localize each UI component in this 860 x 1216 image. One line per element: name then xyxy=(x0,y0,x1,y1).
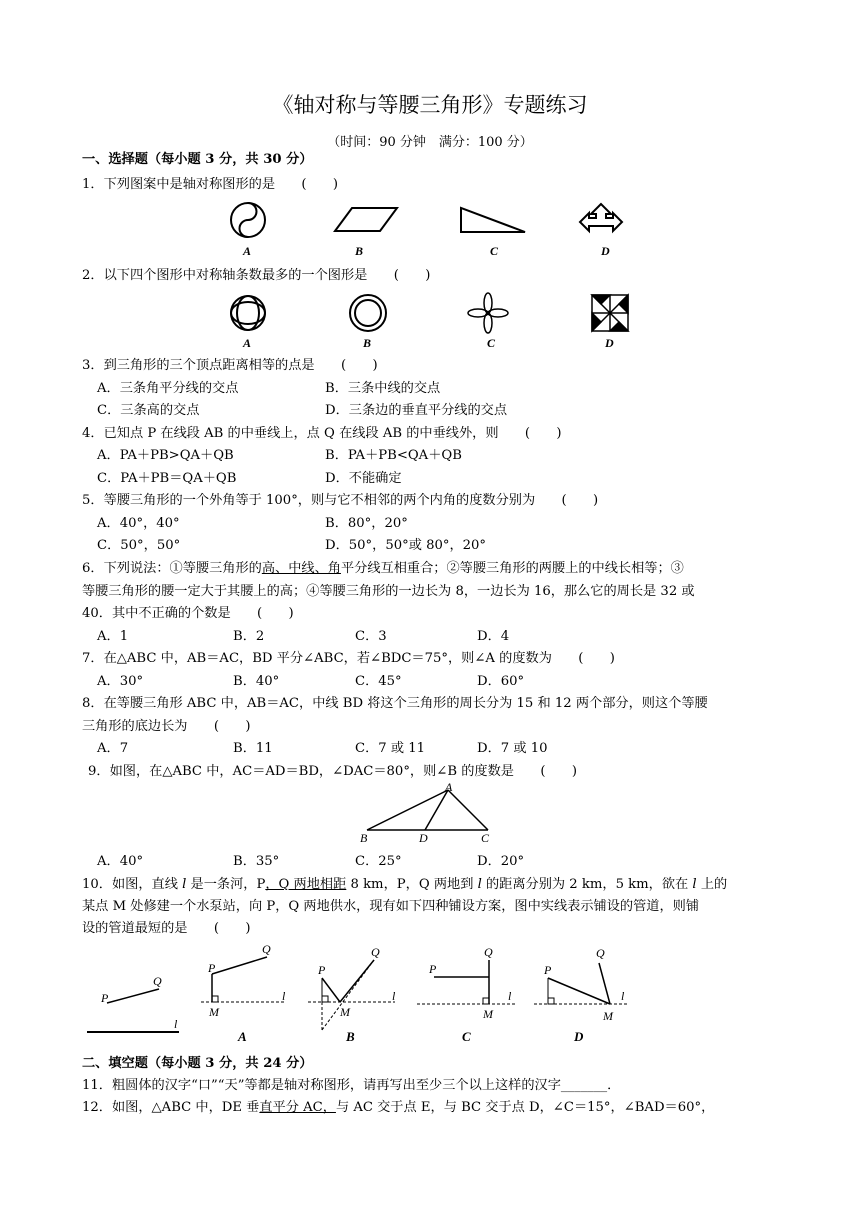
q10-label-d: D xyxy=(574,1029,584,1044)
q1-stem: 1．下列图案中是轴对称图形的是 ( ) xyxy=(82,177,339,192)
q7-option-d: D．60° xyxy=(477,674,525,689)
q6-option-c: C．3 xyxy=(355,629,387,644)
q10-b-p: P xyxy=(318,963,326,977)
page-title: 《轴对称与等腰三角形》专题练习 xyxy=(272,93,588,117)
q1-figure-a-yin-yang xyxy=(231,203,265,237)
q2-label-b: B xyxy=(363,336,372,350)
q3-option-c: C．三条高的交点 xyxy=(97,403,200,418)
q1-label-b: B xyxy=(355,244,364,258)
q7-option-b: B．40° xyxy=(233,674,280,689)
q1-label-d: D xyxy=(601,244,610,258)
q6-option-d: D．4 xyxy=(477,629,510,644)
q4-option-c: C．PA＋PB＝QA＋QB xyxy=(97,471,237,486)
q10-c-p: P xyxy=(429,962,437,976)
q10-a-m: M xyxy=(209,1005,219,1019)
q5-option-c: C．50°，50° xyxy=(97,538,181,553)
section-choice-heading: 一、选择题（每小题 3 分，共 30 分） xyxy=(82,152,313,167)
q4-option-a: A．PA＋PB>QA＋QB xyxy=(97,448,234,463)
q6-option-a: A．1 xyxy=(97,629,129,644)
q2-figure-c-four-petals xyxy=(468,293,508,333)
q7-option-a: A．30° xyxy=(97,674,144,689)
q2-label-c: C xyxy=(487,336,496,350)
q1-figure-b-parallelogram xyxy=(335,208,397,231)
q10-d-p: P xyxy=(544,963,552,977)
q2-figure-a-interlocking-circles xyxy=(231,296,265,330)
q1-figures xyxy=(225,200,645,258)
q10-a-l: l xyxy=(282,989,286,1003)
q6-line-1: 6．下列说法：①等腰三角形的高、中线、角平分线互相重合；②等腰三角形的两腰上的中线长相等；③ xyxy=(82,561,684,576)
q7-option-c: C．45° xyxy=(355,674,402,689)
q8-option-a: A．7 xyxy=(97,741,129,756)
q9-point-d: D xyxy=(419,831,428,845)
q2-figure-b-concentric-circles xyxy=(350,295,386,331)
q9-point-b: B xyxy=(360,831,368,845)
q9-option-d: D．20° xyxy=(477,854,525,869)
q9-figure-triangle xyxy=(355,780,505,848)
q6-line-2: 等腰三角形的腰一定大于其腰上的高；④等腰三角形的一边长为 8，一边长为 16，那么它的周长是 32 或 xyxy=(82,584,695,599)
q10-figures xyxy=(82,940,642,1050)
q1-figure-d-arrows xyxy=(580,204,622,231)
q10-d-q: Q xyxy=(596,946,605,960)
q10-line-3: 设的管道最短的是 ( ) xyxy=(82,921,251,936)
q2-label-a: A xyxy=(243,336,252,350)
q10-ctx-q: Q xyxy=(153,974,162,988)
q11-stem: 11．粗圆体的汉字“口”“天”等都是轴对称图形，请再写出至少三个以上这样的汉字_______． xyxy=(82,1078,621,1093)
q1-figure-c-triangle xyxy=(461,208,525,232)
q4-option-b: B．PA＋PB<QA＋QB xyxy=(325,448,462,463)
q3-option-a: A．三条角平分线的交点 xyxy=(97,381,239,396)
q10-c-l: l xyxy=(508,989,512,1003)
q5-option-b: B．80°，20° xyxy=(325,516,408,531)
q10-b-m: M xyxy=(340,1005,350,1019)
q9-option-a: A．40° xyxy=(97,854,144,869)
q1-label-c: C xyxy=(490,244,499,258)
q10-ctx-l: l xyxy=(174,1017,178,1031)
q10-label-c: C xyxy=(462,1029,471,1044)
q2-figures xyxy=(225,290,645,350)
q10-a-p: P xyxy=(208,961,216,975)
q10-line-1: 10．如图，直线 l 是一条河，P，Q 两地相距 8 km，P，Q 两地到 l 的距离分别为 2 km，5 km，欲在 l 上的 xyxy=(82,877,728,892)
q1-label-a: A xyxy=(243,244,252,258)
q4-stem: 4．已知点 P 在线段 AB 的中垂线上，点 Q 在线段 AB 的中垂线外，则 ( ) xyxy=(82,426,562,441)
q5-option-d: D．50°，50°或 80°，20° xyxy=(325,538,487,553)
q6-line-3: 40．其中不正确的个数是 ( ) xyxy=(82,606,294,621)
q10-d-l: l xyxy=(621,989,625,1003)
q9-point-a: A xyxy=(445,780,453,794)
q9-point-c: C xyxy=(481,831,490,845)
q10-line-2: 某点 M 处修建一个水泵站，向 P，Q 两地供水，现有如下四种铺设方案，图中实线表示铺设的管道，则铺 xyxy=(82,899,700,914)
q10-a-q: Q xyxy=(262,942,271,956)
q8-option-c: C．7 或 11 xyxy=(355,741,426,756)
page-subtitle: （时间：90 分钟 满分：100 分） xyxy=(327,135,533,150)
q3-option-d: D．三条边的垂直平分线的交点 xyxy=(325,403,508,418)
q5-option-a: A．40°，40° xyxy=(97,516,180,531)
q3-stem: 3．到三角形的三个顶点距离相等的点是 ( ) xyxy=(82,358,378,373)
q8-line-2: 三角形的底边长为 ( ) xyxy=(82,719,251,734)
q7-stem: 7．在△ABC 中，AB＝AC，BD 平分∠ABC，若∠BDC＝75°，则∠A 的度数为 ( ) xyxy=(82,651,615,666)
q10-label-b: B xyxy=(346,1029,355,1044)
q10-c-m: M xyxy=(483,1007,493,1021)
q9-stem: 9．如图，在△ABC 中，AC＝AD＝BD，∠DAC＝80°，则∠B 的度数是 ( ) xyxy=(88,764,578,779)
q10-ctx-p: P xyxy=(101,991,109,1005)
q2-figure-d-pinwheel xyxy=(592,295,628,331)
q2-stem: 2．以下四个图形中对称轴条数最多的一个图形是 ( ) xyxy=(82,268,431,283)
q10-b-q: Q xyxy=(371,945,380,959)
q2-label-d: D xyxy=(605,336,614,350)
section-fill-heading: 二、填空题（每小题 3 分，共 24 分） xyxy=(82,1056,313,1071)
q8-option-b: B．11 xyxy=(233,741,273,756)
q9-option-b: B．35° xyxy=(233,854,280,869)
q3-option-b: B．三条中线的交点 xyxy=(325,381,441,396)
q4-option-d: D．不能确定 xyxy=(325,471,402,486)
q12-line-1: 12．如图，△ABC 中，DE 垂直平分 AC，与 AC 交于点 E，与 BC 交于点 D，∠C＝15°，∠BAD＝60°， xyxy=(82,1100,715,1115)
q8-line-1: 8．在等腰三角形 ABC 中，AB＝AC，中线 BD 将这个三角形的周长分为 15 和 12 两个部分，则这个等腰 xyxy=(82,696,708,711)
q6-option-b: B．2 xyxy=(233,629,265,644)
q9-option-c: C．25° xyxy=(355,854,402,869)
q8-option-d: D．7 或 10 xyxy=(477,741,548,756)
q10-c-q: Q xyxy=(484,945,493,959)
q10-d-m: M xyxy=(603,1009,613,1023)
q10-b-l: l xyxy=(392,989,396,1003)
q10-label-a: A xyxy=(238,1029,247,1044)
q5-stem: 5．等腰三角形的一个外角等于 100°，则与它不相邻的两个内角的度数分别为 ( ) xyxy=(82,493,599,508)
